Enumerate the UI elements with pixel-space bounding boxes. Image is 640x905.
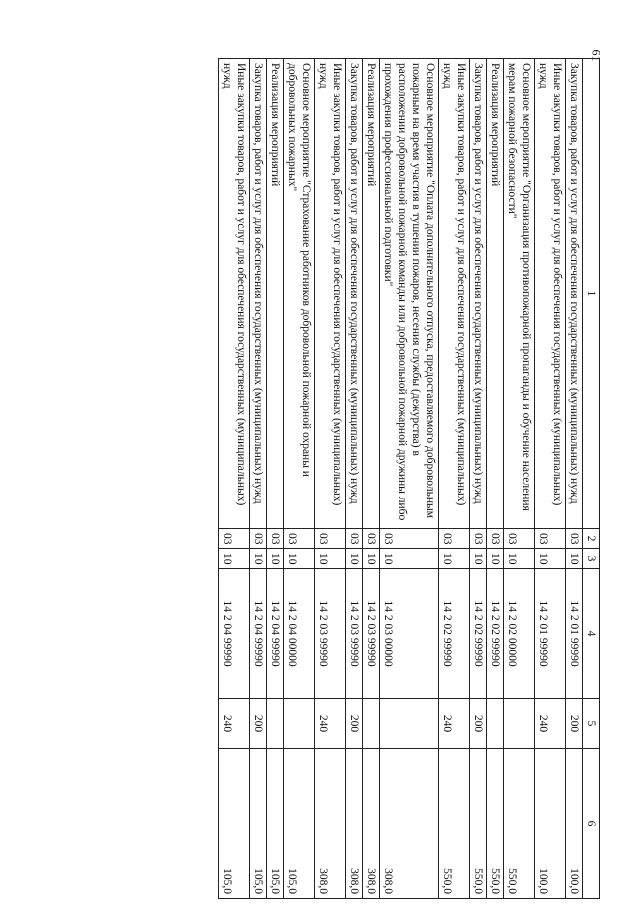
row-section-cell: 03 bbox=[439, 529, 470, 549]
row-target-code-cell: 14 2 04 99990 bbox=[250, 569, 267, 699]
row-section-cell: 03 bbox=[250, 529, 267, 549]
row-amount-cell: 308,0 bbox=[346, 749, 363, 899]
row-amount-cell: 105,0 bbox=[284, 749, 315, 899]
row-subsection-cell: 10 bbox=[504, 549, 535, 569]
row-target-code-cell: 14 2 01 99990 bbox=[566, 569, 583, 699]
row-subsection-cell: 10 bbox=[470, 549, 487, 569]
budget-table bbox=[218, 58, 600, 899]
header-col-1: 1 bbox=[583, 59, 600, 529]
table-row bbox=[470, 59, 487, 899]
row-section-cell: 03 bbox=[284, 529, 315, 549]
row-section-cell: 03 bbox=[504, 529, 535, 549]
table-row bbox=[535, 59, 566, 899]
row-expense-type-cell bbox=[504, 699, 535, 749]
row-section-cell: 03 bbox=[487, 529, 504, 549]
row-name-cell: Иные закупки товаров, работ и услуг для обеспечения государственных (муниципальных) нужд bbox=[219, 59, 250, 529]
row-name-cell: Реализация мероприятий bbox=[267, 59, 284, 529]
header-col-4: 4 bbox=[583, 569, 600, 699]
table-row bbox=[566, 59, 583, 899]
row-expense-type-cell bbox=[267, 699, 284, 749]
table-row bbox=[487, 59, 504, 899]
header-col-3: 3 bbox=[583, 549, 600, 569]
row-subsection-cell: 10 bbox=[439, 549, 470, 569]
row-target-code-cell: 14 2 03 00000 bbox=[380, 569, 439, 699]
row-section-cell: 03 bbox=[535, 529, 566, 549]
row-target-code-cell: 14 2 03 99990 bbox=[346, 569, 363, 699]
row-expense-type-cell: 200 bbox=[470, 699, 487, 749]
row-section-cell: 03 bbox=[566, 529, 583, 549]
header-col-5: 5 bbox=[583, 699, 600, 749]
header-col-6: 6 bbox=[583, 749, 600, 899]
table-row bbox=[284, 59, 315, 899]
row-subsection-cell: 10 bbox=[363, 549, 380, 569]
row-expense-type-cell bbox=[487, 699, 504, 749]
table-row bbox=[267, 59, 284, 899]
row-subsection-cell: 10 bbox=[346, 549, 363, 569]
row-target-code-cell: 14 2 04 00000 bbox=[284, 569, 315, 699]
row-subsection-cell: 10 bbox=[535, 549, 566, 569]
row-expense-type-cell: 200 bbox=[566, 699, 583, 749]
row-section-cell: 03 bbox=[346, 529, 363, 549]
row-name-cell: Закупка товаров, работ и услуг для обеспечения государственных (муниципальных) нужд bbox=[470, 59, 487, 529]
row-amount-cell: 550,0 bbox=[470, 749, 487, 899]
table-row bbox=[250, 59, 267, 899]
row-expense-type-cell: 240 bbox=[439, 699, 470, 749]
row-amount-cell: 308,0 bbox=[315, 749, 346, 899]
row-target-code-cell: 14 2 04 99990 bbox=[267, 569, 284, 699]
table-row bbox=[439, 59, 470, 899]
row-subsection-cell: 10 bbox=[566, 549, 583, 569]
row-name-cell: Иные закупки товаров, работ и услуг для обеспечения государственных (муниципальных) нужд bbox=[439, 59, 470, 529]
row-name-cell: Реализация мероприятий bbox=[487, 59, 504, 529]
row-amount-cell: 308,0 bbox=[380, 749, 439, 899]
row-name-cell: Реализация мероприятий bbox=[363, 59, 380, 529]
table-row bbox=[219, 59, 250, 899]
row-subsection-cell: 10 bbox=[267, 549, 284, 569]
row-amount-cell: 100,0 bbox=[566, 749, 583, 899]
row-amount-cell: 105,0 bbox=[219, 749, 250, 899]
row-name-cell: Закупка товаров, работ и услуг для обеспечения государственных (муниципальных) нужд bbox=[250, 59, 267, 529]
row-section-cell: 03 bbox=[363, 529, 380, 549]
row-section-cell: 03 bbox=[267, 529, 284, 549]
rotated-page-content bbox=[80, 58, 600, 898]
table-row bbox=[346, 59, 363, 899]
row-expense-type-cell bbox=[284, 699, 315, 749]
row-name-cell: Иные закупки товаров, работ и услуг для обеспечения государственных (муниципальных) нужд bbox=[315, 59, 346, 529]
row-name-cell: Основное мероприятие "Страхование работников добровольной пожарной охраны и добровольных пожарных" bbox=[284, 59, 315, 529]
row-expense-type-cell: 200 bbox=[346, 699, 363, 749]
table-row bbox=[380, 59, 439, 899]
row-target-code-cell: 14 2 03 99990 bbox=[363, 569, 380, 699]
table-row bbox=[363, 59, 380, 899]
row-subsection-cell: 10 bbox=[315, 549, 346, 569]
row-section-cell: 03 bbox=[315, 529, 346, 549]
table-row bbox=[315, 59, 346, 899]
row-amount-cell: 105,0 bbox=[267, 749, 284, 899]
row-target-code-cell: 14 2 02 99990 bbox=[470, 569, 487, 699]
row-expense-type-cell: 240 bbox=[535, 699, 566, 749]
row-subsection-cell: 10 bbox=[380, 549, 439, 569]
row-amount-cell: 550,0 bbox=[504, 749, 535, 899]
row-section-cell: 03 bbox=[470, 529, 487, 549]
row-target-code-cell: 14 2 02 00000 bbox=[504, 569, 535, 699]
table-body bbox=[219, 59, 583, 899]
row-subsection-cell: 10 bbox=[219, 549, 250, 569]
row-expense-type-cell: 240 bbox=[315, 699, 346, 749]
row-amount-cell: 550,0 bbox=[487, 749, 504, 899]
row-subsection-cell: 10 bbox=[487, 549, 504, 569]
row-subsection-cell: 10 bbox=[250, 549, 267, 569]
row-expense-type-cell bbox=[363, 699, 380, 749]
row-expense-type-cell: 200 bbox=[250, 699, 267, 749]
header-col-2: 2 bbox=[583, 529, 600, 549]
row-expense-type-cell bbox=[380, 699, 439, 749]
row-name-cell: Основное мероприятие "Оплата дополнительного отпуска, предоставляемого добровольным пожарным на время участия в тушении пожаров, несения службы (дежурства) в расположении добровольной пожарной команды или добровольной пожарной дружины либо прохождения профессиональной подготовки" bbox=[380, 59, 439, 529]
row-name-cell: Основное мероприятие "Организация противопожарной пропаганды и обучение населения мерам пожарной безопасности" bbox=[504, 59, 535, 529]
row-amount-cell: 100,0 bbox=[535, 749, 566, 899]
row-section-cell: 03 bbox=[219, 529, 250, 549]
page-number: 61 bbox=[589, 49, 604, 62]
row-expense-type-cell: 240 bbox=[219, 699, 250, 749]
row-amount-cell: 550,0 bbox=[439, 749, 470, 899]
row-amount-cell: 105,0 bbox=[250, 749, 267, 899]
row-section-cell: 03 bbox=[380, 529, 439, 549]
row-subsection-cell: 10 bbox=[284, 549, 315, 569]
row-name-cell: Иные закупки товаров, работ и услуг для обеспечения государственных (муниципальных) нужд bbox=[535, 59, 566, 529]
row-target-code-cell: 14 2 04 99990 bbox=[219, 569, 250, 699]
row-name-cell: Закупка товаров, работ и услуг для обеспечения государственных (муниципальных) нужд bbox=[346, 59, 363, 529]
row-target-code-cell: 14 2 02 99990 bbox=[487, 569, 504, 699]
row-target-code-cell: 14 2 02 99990 bbox=[439, 569, 470, 699]
header-row bbox=[583, 59, 600, 899]
row-amount-cell: 308,0 bbox=[363, 749, 380, 899]
row-target-code-cell: 14 2 03 99990 bbox=[315, 569, 346, 699]
row-name-cell: Закупка товаров, работ и услуг для обеспечения государственных (муниципальных) нужд bbox=[566, 59, 583, 529]
table-row bbox=[504, 59, 535, 899]
row-target-code-cell: 14 2 01 99990 bbox=[535, 569, 566, 699]
